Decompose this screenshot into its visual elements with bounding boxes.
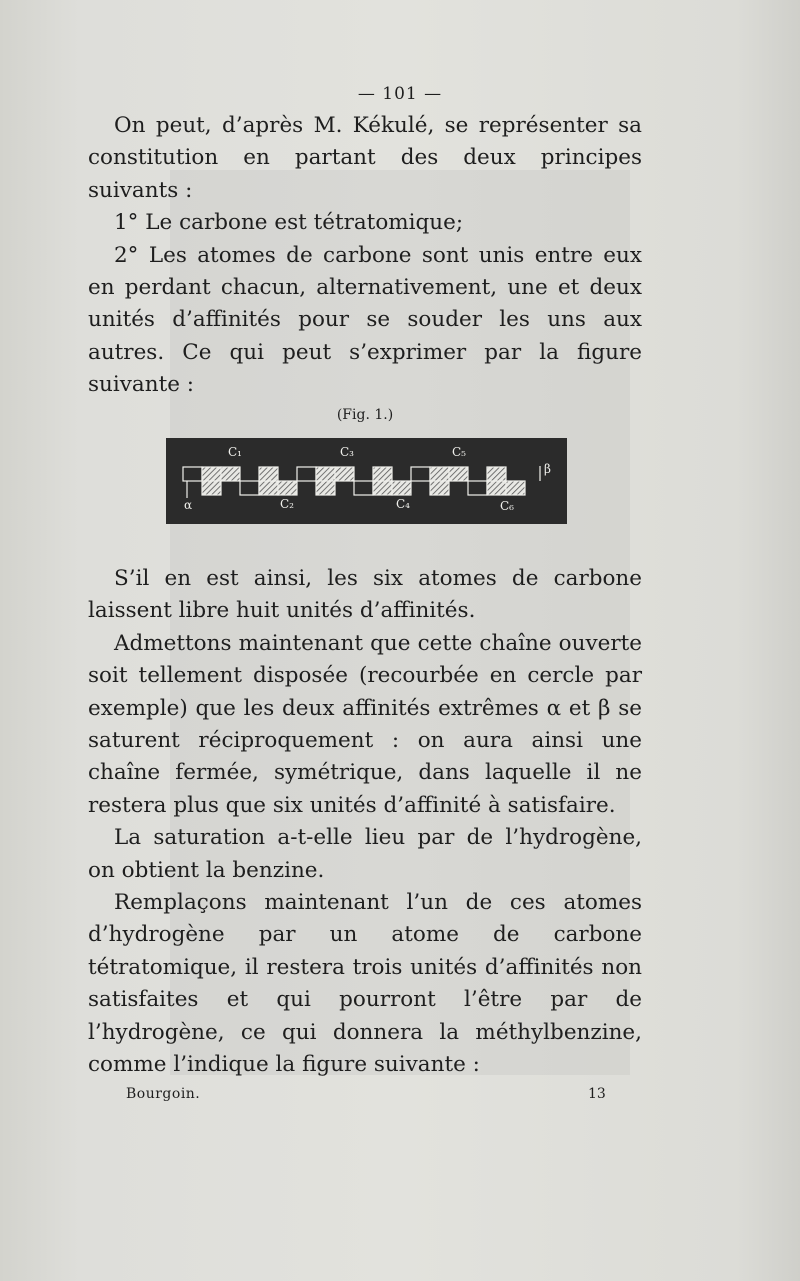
carbon-chain-diagram bbox=[166, 438, 567, 524]
carbon-affinity-box bbox=[354, 481, 373, 495]
signature-mark: 13 bbox=[588, 1086, 606, 1102]
paragraph: Admettons maintenant que cette chaîne ouverte soit tellement disposée (recourbée en cercle par exemple) que les deux affinités extrêmes α et β se saturent réciproquement : on aura ainsi une chaîne fermée, symétrique, dans laquelle il ne restera plus que six unités d’affinité à satisfaire. bbox=[88, 630, 642, 818]
carbon-affinity-box bbox=[183, 467, 202, 481]
label-c2: C₂ bbox=[280, 497, 294, 511]
chain-boxes bbox=[183, 467, 525, 495]
text-block-top bbox=[88, 110, 642, 402]
carbon-bond-box bbox=[259, 467, 278, 481]
carbon-affinity-box bbox=[240, 481, 259, 495]
label-c1: C₁ bbox=[228, 445, 242, 459]
carbon-affinity-box bbox=[430, 467, 449, 481]
carbon-affinity-box bbox=[221, 467, 240, 481]
carbon-affinity-box bbox=[316, 467, 335, 481]
paragraph: La saturation a-t-elle lieu par de l’hydrogène, on obtient la benzine. bbox=[88, 825, 642, 883]
carbon-affinity-box bbox=[278, 481, 297, 495]
label-c3: C₃ bbox=[340, 445, 354, 459]
carbon-affinity-box bbox=[506, 481, 525, 495]
label-c6: C₆ bbox=[500, 499, 514, 513]
carbon-affinity-box bbox=[392, 481, 411, 495]
figure-caption: (Fig. 1.) bbox=[336, 407, 394, 423]
paragraph: 2° Les atomes de carbone sont unis entre eux en perdant chacun, alternativement, une et deux unités d’affinités pour se souder les uns aux autres. Ce qui peut s’exprimer par la figure suivante : bbox=[88, 242, 642, 398]
paragraph: 1° Le carbone est tétratomique; bbox=[114, 210, 464, 236]
carbon-chain-figure bbox=[166, 438, 567, 524]
page-number: — 101 — bbox=[357, 84, 443, 104]
carbon-affinity-box bbox=[468, 481, 487, 495]
carbon-affinity-box bbox=[297, 467, 316, 481]
carbon-bond-box bbox=[430, 481, 449, 495]
label-alpha: α bbox=[184, 498, 193, 512]
carbon-affinity-box bbox=[487, 481, 506, 495]
label-c4: C₄ bbox=[396, 497, 410, 511]
text-block-bottom bbox=[88, 563, 642, 1082]
carbon-bond-box bbox=[373, 467, 392, 481]
carbon-affinity-box bbox=[373, 481, 392, 495]
footer-author: Bourgoin. bbox=[126, 1086, 201, 1102]
carbon-bond-box bbox=[202, 481, 221, 495]
label-c5: C₅ bbox=[452, 445, 466, 459]
carbon-affinity-box bbox=[259, 481, 278, 495]
carbon-affinity-box bbox=[411, 467, 430, 481]
paragraph: Remplaçons maintenant l’un de ces atomes d’hydrogène par un atome de carbone tétratomique, il restera trois unités d’affinités non satisfaites et qui pourront l’être par de l’hydrogène, ce qui donnera la méthylbenzine, comme l’indique la figure suivante : bbox=[88, 890, 642, 1078]
carbon-bond-box bbox=[316, 481, 335, 495]
paragraph: On peut, d’après M. Kékulé, se représenter sa constitution en partant des deux principes suivants : bbox=[88, 113, 642, 203]
paragraph: S’il en est ainsi, les six atomes de carbone laissent libre huit unités d’affinités. bbox=[88, 566, 642, 624]
carbon-affinity-box bbox=[449, 467, 468, 481]
carbon-affinity-box bbox=[335, 467, 354, 481]
carbon-affinity-box bbox=[202, 467, 221, 481]
carbon-bond-box bbox=[487, 467, 506, 481]
label-beta: β bbox=[544, 462, 551, 476]
